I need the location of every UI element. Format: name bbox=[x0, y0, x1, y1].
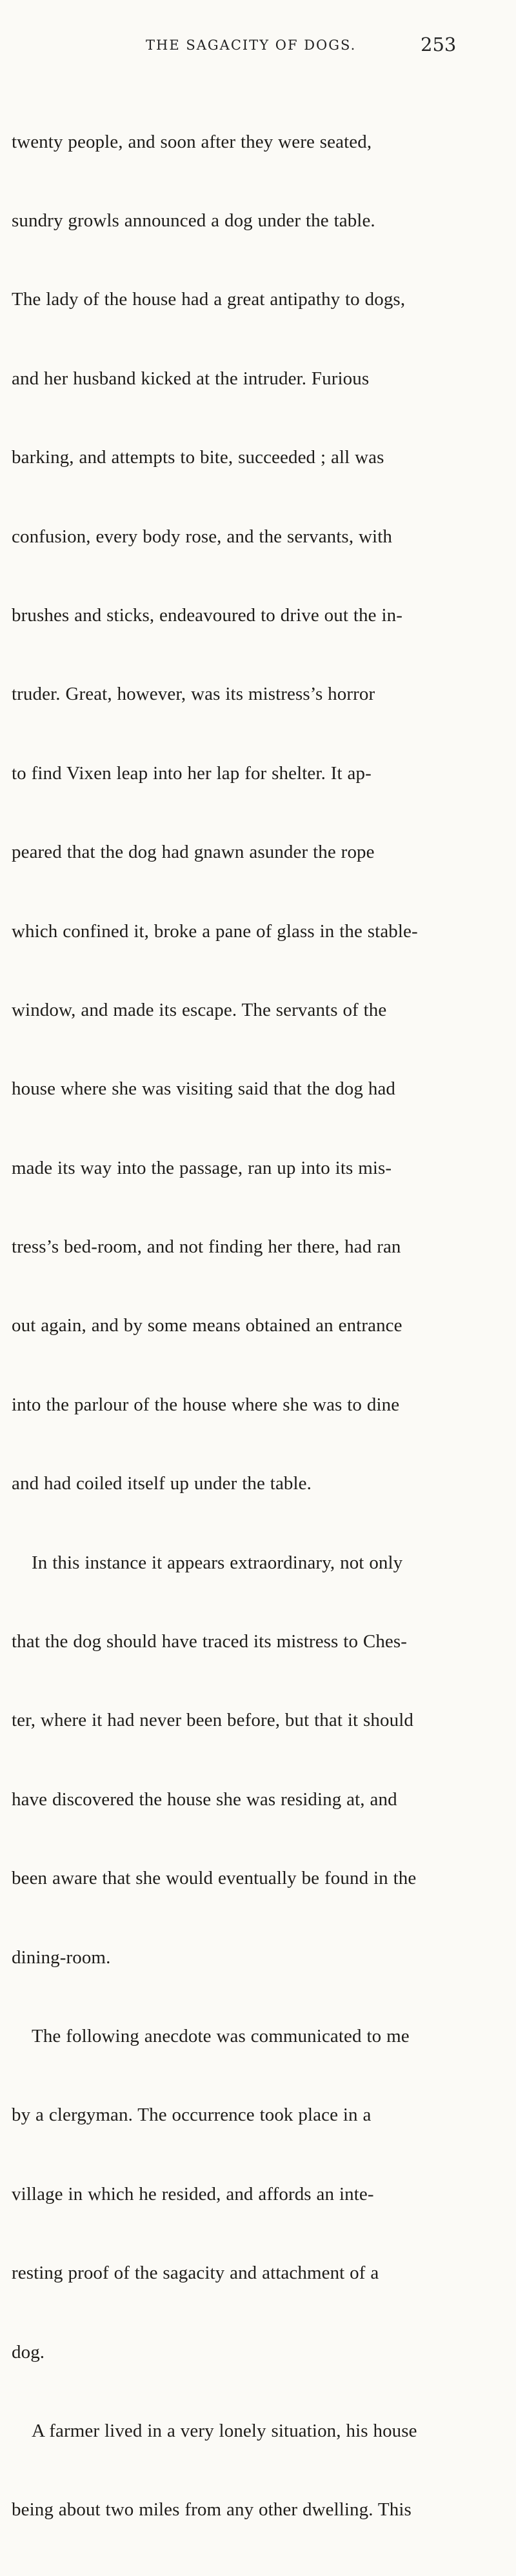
text-line-5: barking, and attempts to bite, succeeded ; all was bbox=[12, 447, 384, 468]
text-line-17: into the parlour of the house where she was to dine bbox=[12, 1394, 400, 1415]
text-line-3: The lady of the house had a great antipathy to dogs, bbox=[12, 289, 406, 310]
running-title: THE SAGACITY OF DOGS. bbox=[146, 37, 357, 53]
text-line-1: twenty people, and soon after they were seated, bbox=[12, 131, 372, 152]
text-line-29: dog. bbox=[12, 2341, 45, 2363]
text-line-28: resting proof of the sagacity and attachment of a bbox=[12, 2263, 379, 2284]
text-line-2: sundry growls announced a dog under the table. bbox=[12, 210, 375, 231]
text-line-30: A farmer lived in a very lonely situation, his house bbox=[32, 2420, 417, 2441]
text-line-19: In this instance it appears extraordinary, not only bbox=[32, 1552, 403, 1573]
text-line-22: have discovered the house she was residing at, and bbox=[12, 1788, 397, 1810]
text-line-15: tress’s bed-room, and not finding her there, had ran bbox=[12, 1236, 401, 1258]
text-line-27: village in which he resided, and affords an inte- bbox=[12, 2183, 374, 2204]
text-line-14: made its way into the passage, ran up into its mis- bbox=[12, 1157, 392, 1178]
text-line-16: out again, and by some means obtained an entrance bbox=[12, 1315, 402, 1336]
text-line-26: by a clergyman. The occurrence took place in a bbox=[12, 2105, 372, 2126]
text-line-18: and had coiled itself up under the table. bbox=[12, 1473, 312, 1494]
text-line-12: window, and made its escape. The servants of the bbox=[12, 999, 387, 1020]
text-line-25: The following anecdote was communicated to me bbox=[32, 2025, 410, 2046]
text-line-23: been aware that she would eventually be found in the bbox=[12, 1868, 417, 1889]
text-line-6: confusion, every body rose, and the servants, with bbox=[12, 526, 392, 547]
running-head bbox=[0, 35, 516, 57]
text-line-13: house where she was visiting said that the dog had bbox=[12, 1078, 396, 1100]
text-line-21: ter, where it had never been before, but that it should bbox=[12, 1710, 413, 1731]
text-line-4: and her husband kicked at the intruder. Furious bbox=[12, 368, 370, 389]
text-line-11: which confined it, broke a pane of glass in the stable- bbox=[12, 920, 418, 942]
text-line-7: brushes and sticks, endeavoured to drive out the in- bbox=[12, 604, 402, 626]
page-number: 253 bbox=[421, 34, 457, 55]
text-line-8: truder. Great, however, was its mistress’s horror bbox=[12, 684, 375, 705]
text-line-31: being about two miles from any other dwelling. This bbox=[12, 2499, 412, 2521]
body-text bbox=[12, 76, 511, 2576]
text-line-10: peared that the dog had gnawn asunder the rope bbox=[12, 842, 375, 863]
text-line-20: that the dog should have traced its mistress to Ches- bbox=[12, 1631, 408, 1652]
text-line-24: dining-room. bbox=[12, 1947, 111, 1968]
text-line-9: to find Vixen leap into her lap for shelter. It ap- bbox=[12, 762, 372, 784]
